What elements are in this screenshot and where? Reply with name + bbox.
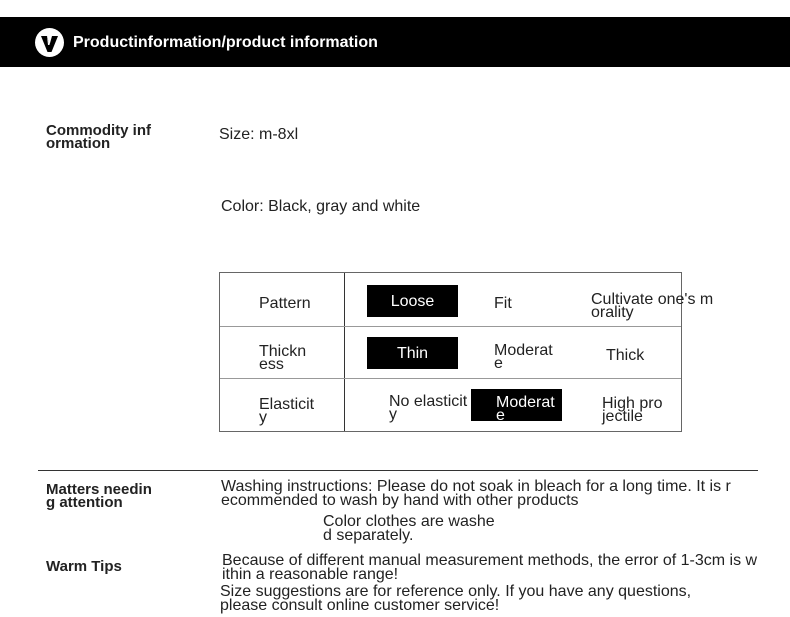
option-no-elasticity: No elasticity [389,393,468,423]
table-row-label-pattern: Pattern [259,295,311,312]
option-high-projectile: High projectile [602,395,663,425]
table-divider-row-2 [220,378,681,379]
option-moderate-thickness: Moderate [494,342,553,372]
table-divider-row-1 [220,326,681,327]
section-divider [38,470,758,471]
option-moderate-elasticity-label: Moderate [496,394,555,424]
option-fit: Fit [494,295,512,312]
option-thick: Thick [606,347,645,364]
size-text: Size: m-8xl [219,126,299,143]
option-loose-selected [367,285,458,317]
color-wash-note: Color clothes are washed separately. [323,513,495,544]
v-check-logo-icon [35,28,64,57]
table-divider-vertical [344,273,345,431]
option-loose-label: Loose [390,293,435,310]
option-thin-label: Thin [396,345,429,362]
commodity-label: Commodity information [46,122,151,152]
table-row-label-elasticity: Elasticity [259,396,315,426]
color-text: Color: Black, gray and white [221,198,421,215]
reference-note: Size suggestions are for reference only. If you have any questions, please consult online customer service! [220,583,692,614]
washing-instructions: Washing instructions: Please do not soak in bleach for a long time. It is recommended to wash by hand with other products [221,478,731,509]
header-bar [0,17,790,67]
measurement-note: Because of different manual measurement methods, the error of 1-3cm is within a reasonable range! [222,552,758,583]
warm-tips-label: Warm Tips [46,558,122,575]
option-cultivate: Cultivate one's morality [591,291,714,321]
option-thin-selected [367,337,458,369]
option-moderate-elasticity-selected [471,389,562,424]
matters-label: Matters needing attention [46,481,152,511]
page-title: Productinformation/product information [73,34,378,51]
attribute-table [219,272,714,432]
table-row-label-thickness: Thickness [259,343,307,373]
